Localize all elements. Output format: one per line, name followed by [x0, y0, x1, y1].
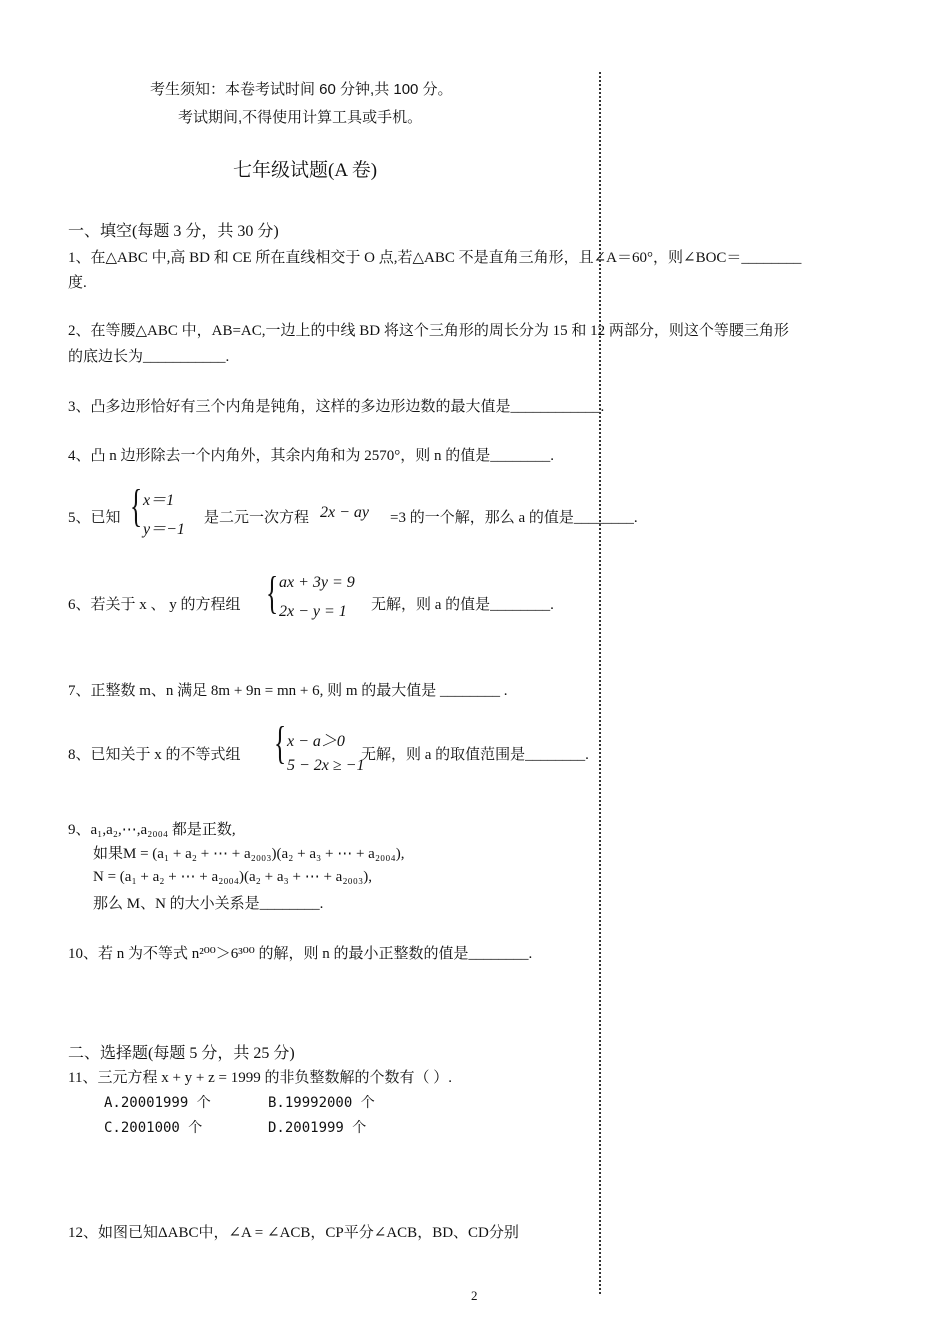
q5-mid: 是二元一次方程: [204, 510, 310, 526]
fold-divider-line: [599, 72, 601, 1294]
q5-eq2: y＝−1: [143, 521, 185, 538]
q3: 3、凸多边形恰好有三个内角是钝角，这样的多边形边数的最大值是____________.: [68, 399, 605, 415]
q6-brace: {: [266, 567, 279, 618]
q11-option-b: B.19992000 个: [268, 1095, 375, 1111]
q11-option-a: A.20001999 个: [104, 1095, 211, 1111]
q8-eq2: 5 − 2x ≥ −1: [287, 757, 365, 774]
q5-prefix: 5、已知: [68, 510, 121, 526]
q9-line3: N = (a₁ + a₂ + ⋯ + a₂₀₀₄)(a₂ + a₃ + ⋯ + a₂₀₀₃),: [93, 869, 372, 885]
q5-brace: {: [130, 480, 143, 531]
q10: 10、若 n 为不等式 n²⁰⁰＞6³⁰⁰ 的解，则 n 的最小正整数的值是________.: [68, 946, 533, 962]
q8-suffix: 无解，则 a 的取值范围是________.: [361, 747, 589, 763]
q1-line2: 度.: [68, 275, 87, 291]
q1-line1: 1、在△ABC 中,高 BD 和 CE 所在直线相交于 O 点,若△ABC 不是直角三角形，且∠A＝60°，则∠BOC＝________: [68, 250, 802, 266]
exam-notice-line2: 考试期间,不得使用计算工具或手机。: [178, 109, 423, 126]
page-title: 七年级试题(A 卷): [233, 160, 378, 181]
q8-prefix: 8、已知关于 x 的不等式组: [68, 747, 241, 763]
q2-line1: 2、在等腰△ABC 中，AB=AC,一边上的中线 BD 将这个三角形的周长分为 15 和 12 两部分，则这个等腰三角形: [68, 323, 789, 339]
q11-stem: 11、三元方程 x + y + z = 1999 的非负整数解的个数有（ ）.: [68, 1070, 452, 1086]
q6-eq1: ax + 3y = 9: [279, 574, 355, 591]
q9-line2: 如果M = (a₁ + a₂ + ⋯ + a₂₀₀₃)(a₂ + a₃ + ⋯ + a₂₀₀₄),: [93, 846, 405, 862]
q6-eq2: 2x − y = 1: [279, 603, 347, 620]
q7: 7、正整数 m、n 满足 8m + 9n = mn + 6, 则 m 的最大值是 ________ .: [68, 683, 508, 699]
exam-notice-line1: 考生须知：本卷考试时间 60 分钟,共 100 分。: [150, 81, 453, 98]
page-number: 2: [471, 1288, 478, 1303]
q9-line4: 那么 M、N 的大小关系是________.: [93, 896, 324, 912]
section1-heading: 一、填空(每题 3 分，共 30 分): [68, 223, 279, 240]
q6-prefix: 6、若关于 x 、 y 的方程组: [68, 597, 241, 613]
q8-eq1: x − a＞0: [287, 733, 345, 750]
q4: 4、凸 n 边形除去一个内角外，其余内角和为 2570°，则 n 的值是________.: [68, 448, 555, 464]
section2-heading: 二、选择题(每题 5 分，共 25 分): [68, 1045, 295, 1062]
q6-suffix: 无解，则 a 的值是________.: [371, 597, 554, 613]
q9-line1: 9、a₁,a₂,⋯,a₂₀₀₄ 都是正数,: [68, 822, 236, 838]
q11-option-d: D.2001999 个: [268, 1120, 367, 1136]
q12-stem: 12、如图已知ΔABC中，∠A = ∠ACB，CP平分∠ACB，BD、CD分别: [68, 1225, 519, 1241]
q8-brace: {: [274, 717, 287, 768]
q2-line2: 的底边长为___________.: [68, 349, 230, 365]
q5-expr: 2x − ay: [320, 504, 369, 521]
q5-suffix: =3 的一个解，那么 a 的值是________.: [390, 510, 638, 526]
q11-option-c: C.2001000 个: [104, 1120, 203, 1136]
q5-eq1: x＝1: [143, 492, 175, 509]
